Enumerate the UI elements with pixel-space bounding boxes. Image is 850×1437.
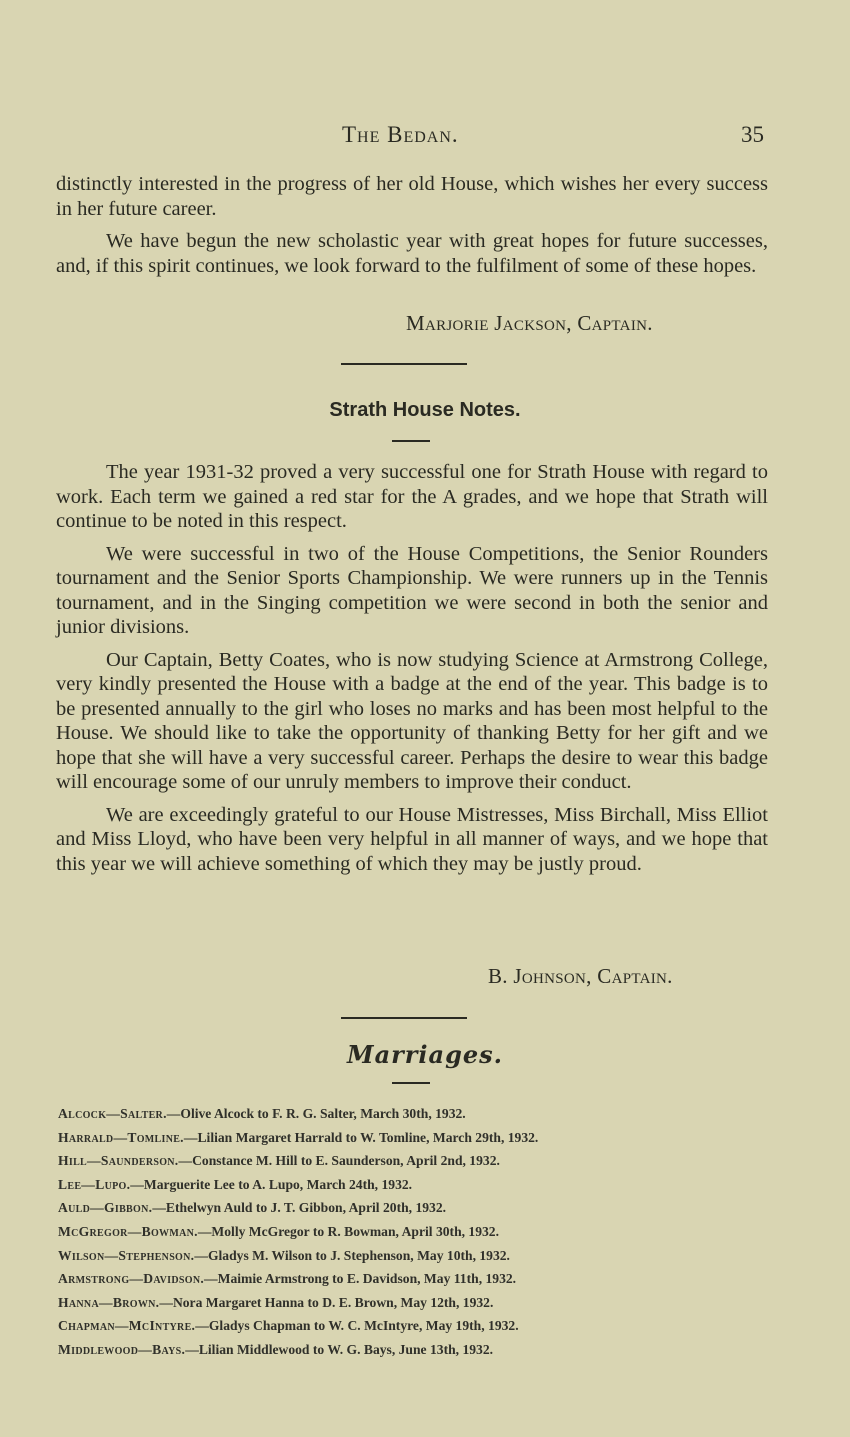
strath-paragraph-2: We were successful in two of the House Competitions, the Senior Rounders tournament and the Senior Sports Championship. We were runners up in the Tennis tournament, and in the Singing competition we were second in both the senior and junior divisions. — [56, 542, 768, 638]
journal-title: The Bedan. — [342, 122, 459, 147]
page-number: 35 — [741, 122, 764, 147]
marriages-underline — [392, 1082, 430, 1084]
marriage-entry: Auld—Gibbon.—Ethelwyn Auld to J. T. Gibbon, April 20th, 1932. — [58, 1200, 447, 1216]
marriage-entry: Hill—Saunderson.—Constance M. Hill to E. Saunderson, April 2nd, 1932. — [58, 1153, 500, 1169]
intro-text — [56, 172, 768, 286]
strath-heading: Strath House Notes. — [329, 399, 521, 421]
marriage-entry: Alcock—Salter.—Olive Alcock to F. R. G. Salter, March 30th, 1932. — [58, 1106, 466, 1121]
section-divider-2 — [341, 1017, 467, 1019]
strath-paragraph-1: The year 1931-32 proved a very successful one for Strath House with regard to work. Each term we gained a red star for the A grades, and we hope that Strath will continue to be noted in this respect. — [56, 461, 768, 532]
marriage-entry: Chapman—McIntyre.—Gladys Chapman to W. C. McIntyre, May 19th, 1932. — [58, 1318, 519, 1334]
heading-underline — [392, 440, 430, 442]
marriage-entry: McGregor—Bowman.—Molly McGregor to R. Bowman, April 30th, 1932. — [58, 1223, 500, 1239]
intro-paragraph-2: We have begun the new scholastic year with great hopes for future successes, and, if this spirit continues, we look forward to the fulfilment of some of these hopes. — [56, 230, 768, 277]
marriage-entry: Harrald—Tomline.—Lilian Margaret Harrald to W. Tomline, March 29th, 1932. — [58, 1129, 539, 1145]
section-divider — [341, 363, 467, 365]
marriages-heading: Marriages. — [347, 1040, 503, 1069]
intro-paragraph-1: distinctly interested in the progress of her old House, which wishes her every success in her future career. — [56, 173, 768, 220]
marriages-list — [58, 1102, 818, 1362]
strath-signature: B. Johnson, Captain. — [488, 964, 673, 988]
marriage-entry: Middlewood—Bays.—Lilian Middlewood to W. G. Bays, June 13th, 1932. — [58, 1341, 494, 1357]
marriage-entry: Wilson—Stephenson.—Gladys M. Wilson to J. Stephenson, May 10th, 1932. — [58, 1247, 510, 1263]
marriage-entry: Hanna—Brown.—Nora Margaret Hanna to D. E. Brown, May 12th, 1932. — [58, 1294, 494, 1310]
strath-text — [56, 460, 768, 884]
intro-signature: Marjorie Jackson, Captain. — [406, 311, 653, 335]
strath-paragraph-3: Our Captain, Betty Coates, who is now studying Science at Armstrong College, very kindly presented the House with a badge at the end of the year. This badge is to be presented annually to the girl who loses no marks and has been most helpful to the House. We should like to take the opportunity of thanking Betty for her gift and we hope that she will have a very successful career. Perhaps the desire to wear this badge will encourage some of our unruly members to improve their conduct. — [56, 648, 768, 793]
marriage-entry: Lee—Lupo.—Marguerite Lee to A. Lupo, March 24th, 1932. — [58, 1176, 413, 1192]
marriage-entry: Armstrong—Davidson.—Maimie Armstrong to E. Davidson, May 11th, 1932. — [58, 1271, 517, 1287]
running-header — [0, 122, 850, 156]
strath-paragraph-4: We are exceedingly grateful to our House Mistresses, Miss Birchall, Miss Elliot and Miss Lloyd, who have been very helpful in all manner of ways, and we hope that this year we will achieve something of which they may be justly proud. — [56, 803, 768, 875]
